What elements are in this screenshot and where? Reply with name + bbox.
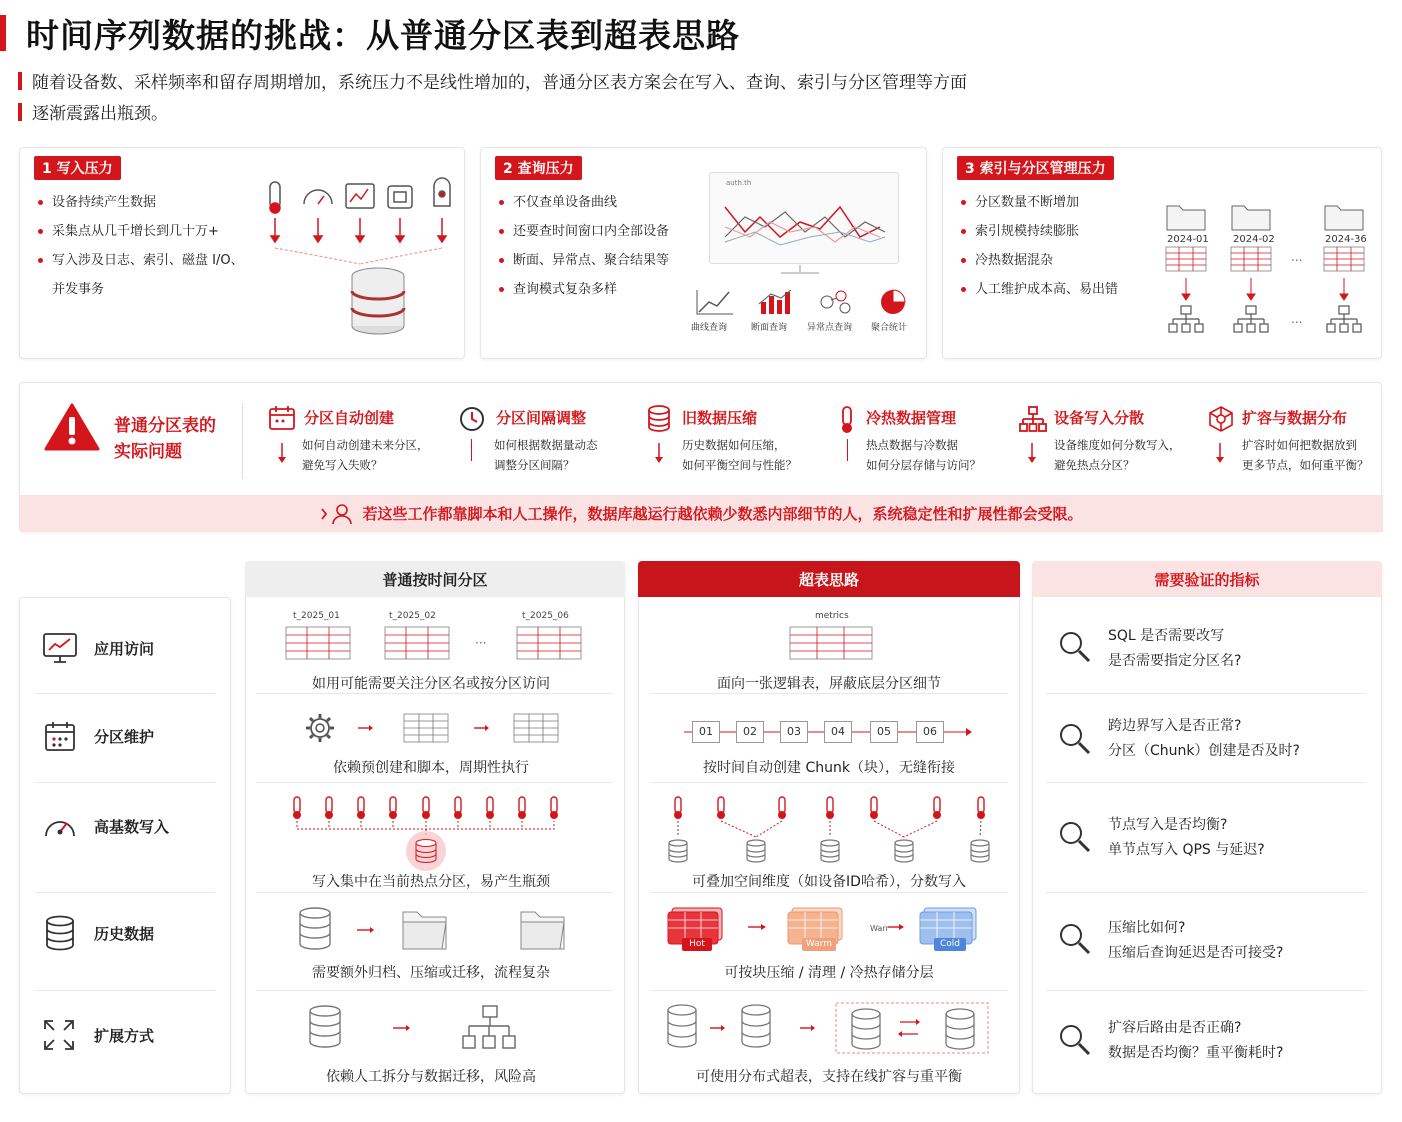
hyper-cell-text: 面向一张逻辑表，屏蔽底层分区细节 — [717, 676, 941, 692]
search-icon — [1058, 922, 1092, 956]
curve-query-icon — [695, 288, 735, 316]
issues-banner — [19, 382, 1382, 532]
page-title: 时间序列数据的挑战：从普通分区表到超表思路 — [26, 15, 740, 55]
metric-line: 是否需要指定分区名? — [1108, 653, 1242, 669]
search-icon — [1058, 820, 1092, 854]
chunk-box: 03 — [780, 721, 808, 743]
manual-split-icon — [305, 1004, 530, 1052]
table-name-label: metrics — [815, 611, 849, 621]
anomaly-query-icon — [817, 288, 857, 316]
query-type-label: 曲线查询 — [691, 323, 728, 333]
divider — [847, 439, 848, 461]
normal-partition-header: 普通按时间分区 — [245, 561, 625, 597]
divider — [471, 439, 472, 461]
issue-title: 扩容与数据分布 — [1242, 409, 1348, 427]
chunk-box: 06 — [916, 721, 944, 743]
row-separator — [1046, 892, 1366, 893]
hyper-cell-text: 可按块压缩 / 清理 / 冷热存储分层 — [724, 965, 934, 981]
table-icon — [1165, 246, 1207, 272]
normal-cell-text: 如用可能需要关注分区名或按分区访问 — [312, 676, 550, 692]
ellipsis: ... — [1291, 250, 1303, 264]
table-name-label: t_2025_06 — [522, 611, 569, 621]
devices-to-database-icon — [260, 176, 460, 346]
list-item: 并发事务 — [52, 282, 105, 297]
network-tree-icon — [1018, 405, 1048, 433]
issue-text-line: 更多节点，如何重平衡？ — [1242, 458, 1369, 472]
issue-title: 分区间隔调整 — [496, 409, 587, 427]
tier-arrow-label: Warr — [870, 924, 889, 933]
subtitle-line-2 — [18, 99, 168, 124]
issue-text-line: 调整分区间隔？ — [494, 458, 575, 472]
row-separator — [35, 782, 215, 783]
arrow-down-icon — [276, 441, 288, 465]
row-separator — [35, 693, 215, 694]
metric-line: 节点写入是否均衡? — [1108, 817, 1228, 833]
search-icon — [1058, 722, 1092, 756]
row-separator — [256, 892, 612, 893]
title-accent-bar — [0, 15, 6, 51]
row-separator — [650, 892, 1008, 893]
hyper-cell-text: 可叠加空间维度（如设备ID哈希），分数写入 — [692, 874, 966, 890]
partition-label: 2024-36 — [1325, 234, 1367, 245]
table-name-label: t_2025_01 — [293, 611, 340, 621]
warning-icon — [44, 403, 100, 453]
card-tag: 1 写入压力 — [34, 156, 121, 180]
hyper-cell-text: 按时间自动创建 Chunk（块），无缝衔接 — [703, 760, 955, 776]
issues-header: 普通分区表的实际问题 — [114, 416, 216, 462]
partition-tables-icon — [285, 625, 585, 661]
metric-line: 扩容后路由是否正确? — [1108, 1020, 1242, 1036]
issue-title: 旧数据压缩 — [682, 409, 758, 427]
row-separator — [256, 693, 612, 694]
metric-item — [1108, 714, 1300, 764]
search-icon — [1058, 1023, 1092, 1057]
arrow-right-icon — [746, 920, 770, 934]
row-separator — [256, 990, 612, 991]
issue-text-line: 避免热点分区？ — [1054, 458, 1135, 472]
row-separator — [35, 892, 215, 893]
row-separator — [256, 782, 612, 783]
list-item: 不仅查单设备曲线 — [497, 188, 669, 217]
warning-text: 若这些工作都靠脚本和人工操作，数据库越运行越依赖少数悉内部细节的人，系统稳定性和扩展性都会受限。 — [362, 505, 1083, 523]
clock-icon — [458, 405, 486, 433]
database-icon — [352, 268, 404, 334]
issue-text — [866, 435, 981, 475]
chunk-box: 01 — [692, 721, 720, 743]
normal-cell-text: 依赖预创建和脚本，周期性执行 — [333, 760, 529, 776]
issue-text-line: 如何平衡空间与性能？ — [682, 458, 797, 472]
ellipsis: ... — [1291, 312, 1303, 326]
search-icon — [1058, 630, 1092, 664]
issue-text — [494, 435, 598, 475]
gauge-icon — [42, 812, 78, 840]
arrow-down-icon — [1026, 441, 1038, 465]
partition-label: 2024-01 — [1167, 234, 1209, 245]
issue-text — [682, 435, 797, 475]
metric-line: 单节点写入 QPS 与延迟? — [1108, 842, 1265, 858]
issue-title: 冷热数据管理 — [866, 409, 957, 427]
issue-text-line: 热点数据与冷数据 — [866, 438, 958, 452]
issue-title: 设备写入分散 — [1054, 409, 1145, 427]
calendar-icon — [44, 720, 76, 752]
list-item: 查询模式复杂多样 — [497, 275, 669, 304]
list-item: 写入涉及日志、索引、磁盘 I/O、 — [36, 246, 244, 275]
folder-icon — [1230, 200, 1272, 232]
table-icon — [1323, 246, 1365, 272]
metric-item — [1108, 624, 1241, 674]
table-icon — [1230, 246, 1272, 272]
section-query-icon — [755, 288, 795, 316]
issue-text-line: 避免写入失败？ — [302, 458, 383, 472]
metric-item — [1108, 1016, 1283, 1066]
query-pressure-card — [480, 147, 927, 359]
row-label-scaling: 扩展方式 — [94, 1027, 155, 1045]
list-item: 分区数量不断增加 — [959, 188, 1118, 217]
archive-migrate-icon — [295, 906, 575, 954]
issue-text — [302, 435, 429, 475]
list-item: 还要查时间窗口内全部设备 — [497, 217, 669, 246]
row-separator — [650, 990, 1008, 991]
metric-line: 分区（Chunk）创建是否及时? — [1108, 743, 1300, 759]
metric-item — [1108, 916, 1283, 966]
normal-cell-text: 依赖人工拆分与数据迁移，风险高 — [326, 1069, 536, 1085]
tier-label-cold: Cold — [934, 938, 966, 951]
list-item: 人工维护成本高、易出错 — [959, 275, 1118, 304]
table-name-label: t_2025_02 — [389, 611, 436, 621]
tier-label-warm: Warm — [802, 938, 836, 951]
row-separator — [35, 990, 215, 991]
hyper-cell-text: 可使用分布式超表，支持在线扩容与重平衡 — [696, 1069, 962, 1085]
database-icon — [646, 405, 672, 433]
row-separator — [1046, 990, 1366, 991]
subtitle-text-1: 随着设备数、采样频率和留存周期增加，系统压力不是线性增加的，普通分区表方案会在写入、查询、索引与分区管理等方面 — [32, 73, 967, 93]
multi-line-chart-icon — [720, 187, 890, 259]
list-item: 索引规模持续膨胀 — [959, 217, 1118, 246]
monitor-chart-icon — [42, 632, 78, 664]
issue-text-line: 如何分层存储与访问？ — [866, 458, 981, 472]
metrics-header: 需要验证的指标 — [1032, 561, 1382, 597]
arrow-right-icon — [888, 920, 908, 934]
row-label-high-cardinality-write: 高基数写入 — [94, 818, 170, 836]
expand-icon — [42, 1018, 76, 1052]
issue-text-line: 如何自动创建未来分区， — [302, 438, 429, 452]
monitor-base — [781, 272, 819, 274]
list-item: 设备持续产生数据 — [36, 188, 244, 217]
tier-label-hot: Hot — [682, 938, 712, 951]
database-icon — [44, 915, 76, 951]
row-label-historical-data: 历史数据 — [94, 925, 155, 943]
issue-text-line: 历史数据如何压缩， — [682, 438, 786, 452]
metric-line: SQL 是否需要改写 — [1108, 628, 1225, 644]
subtitle-accent-bar — [18, 72, 22, 90]
partition-index-tree-icons — [1165, 278, 1365, 338]
distributed-hypertable-icon — [664, 1002, 994, 1054]
warning-strip — [20, 495, 1383, 532]
space-partition-write-icon — [662, 793, 1000, 867]
index-partition-pressure-card — [942, 147, 1382, 359]
aggregate-stats-icon — [877, 288, 911, 316]
issue-title: 分区自动创建 — [304, 409, 395, 427]
chart-label: auth.th — [726, 179, 752, 187]
issue-text-line: 设备维度如何分数写入， — [1054, 438, 1181, 452]
list-item: 断面、异常点、聚合结果等 — [497, 246, 669, 275]
chunk-box: 02 — [736, 721, 764, 743]
row-separator — [650, 693, 1008, 694]
arrow-down-icon — [1214, 441, 1226, 465]
metric-item — [1108, 813, 1265, 863]
write-pressure-card — [19, 147, 465, 359]
calendar-icon — [268, 405, 296, 431]
subtitle-line-1 — [18, 68, 967, 93]
card-tag: 2 查询压力 — [495, 156, 582, 180]
arrow-down-icon — [653, 441, 665, 465]
index-pressure-list — [959, 188, 1118, 304]
query-type-label: 断面查询 — [751, 323, 788, 333]
line-chart-monitor — [709, 172, 899, 264]
query-pressure-list — [497, 188, 669, 304]
row-separator — [1046, 782, 1366, 783]
issue-text-line: 如何根据数据量动态 — [494, 438, 598, 452]
hypertable-header: 超表思路 — [638, 561, 1020, 597]
subtitle-text-2: 逐渐震露出瓶颈。 — [32, 104, 168, 124]
row-label-app-access: 应用访问 — [94, 640, 155, 658]
chunk-box: 05 — [870, 721, 898, 743]
gear-icon — [306, 714, 334, 742]
logical-table-icon — [789, 625, 875, 661]
metric-line: 跨边界写入是否正常? — [1108, 718, 1242, 734]
folder-icon — [1165, 200, 1207, 232]
page-title-row — [0, 12, 740, 54]
thermometer-icon — [838, 405, 856, 435]
normal-cell-text: 写入集中在当前热点分区，易产生瓶颈 — [312, 874, 550, 890]
normal-cell-text: 需要额外归档、压缩或迁移，流程复杂 — [312, 965, 550, 981]
query-type-label: 聚合统计 — [871, 323, 908, 333]
list-item: 采集点从几千增长到几十万+ — [36, 217, 244, 246]
row-label-partition-maintenance: 分区维护 — [94, 728, 155, 746]
issue-text — [1054, 435, 1181, 475]
chunk-box: 04 — [824, 721, 852, 743]
folder-icon — [1323, 200, 1365, 232]
row-separator — [1046, 693, 1366, 694]
metric-line: 压缩比如何? — [1108, 920, 1186, 936]
list-item: 冷热数据混杂 — [959, 246, 1118, 275]
metric-line: 压缩后查询延迟是否可接受? — [1108, 945, 1284, 961]
hot-partition-write-icon — [285, 793, 585, 873]
divider — [242, 403, 243, 479]
script-precreate-icon — [300, 708, 570, 748]
subtitle-accent-bar-2 — [18, 103, 22, 121]
svg-text:···: ··· — [475, 636, 487, 650]
metric-line: 数据是否均衡？重平衡耗时? — [1108, 1045, 1284, 1061]
card-tag: 3 索引与分区管理压力 — [957, 156, 1114, 180]
person-icon — [320, 503, 354, 525]
issue-text — [1242, 435, 1369, 475]
distributed-nodes-icon — [1206, 405, 1236, 433]
issue-text-line: 扩容时如何把数据放到 — [1242, 438, 1357, 452]
write-pressure-list — [36, 188, 244, 304]
partition-label: 2024-02 — [1233, 234, 1275, 245]
query-type-label: 异常点查询 — [807, 323, 853, 333]
row-separator — [650, 782, 1008, 783]
